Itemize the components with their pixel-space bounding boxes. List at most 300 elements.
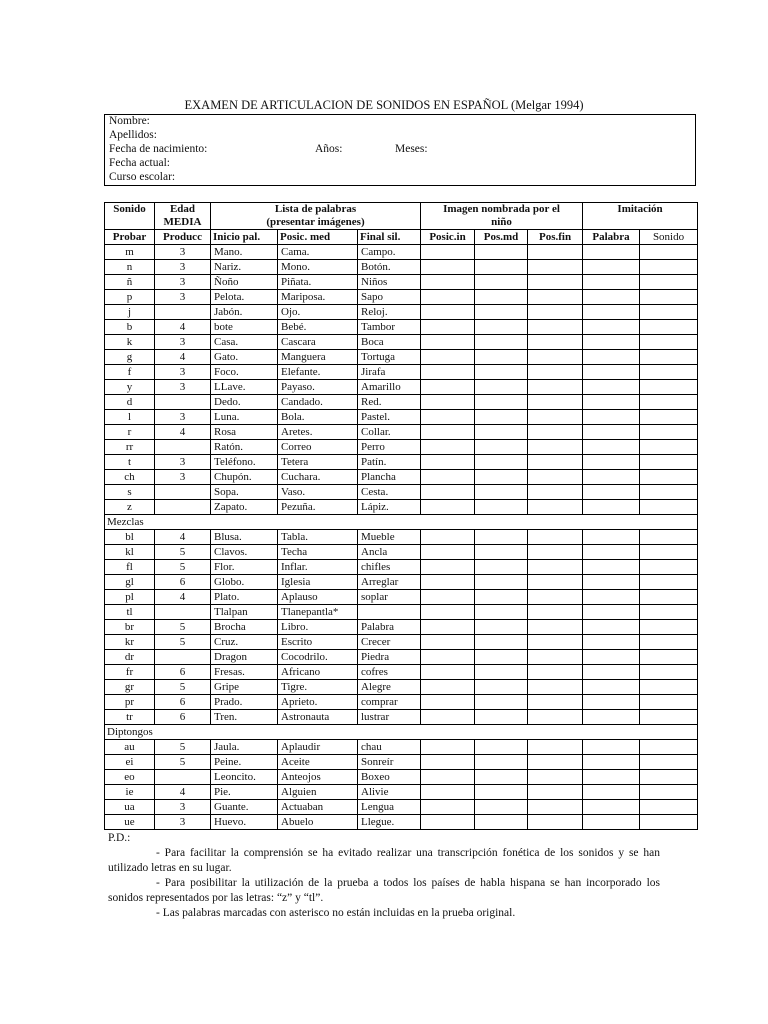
response-cell[interactable] — [583, 470, 640, 485]
response-cell[interactable] — [421, 545, 475, 560]
response-cell[interactable] — [583, 425, 640, 440]
response-cell[interactable] — [421, 320, 475, 335]
age-producc-cell: 5 — [155, 755, 211, 770]
response-cell[interactable] — [528, 680, 583, 695]
response-cell[interactable] — [528, 650, 583, 665]
inicio-word-cell: Jabón. — [211, 305, 278, 320]
response-cell[interactable] — [640, 740, 698, 755]
response-cell[interactable] — [475, 575, 528, 590]
response-cell[interactable] — [421, 350, 475, 365]
inicio-word-cell: Flor. — [211, 560, 278, 575]
header-producc: Producc — [155, 230, 211, 245]
response-cell[interactable] — [640, 650, 698, 665]
response-cell[interactable] — [528, 590, 583, 605]
response-cell[interactable] — [583, 665, 640, 680]
response-cell[interactable] — [475, 365, 528, 380]
response-cell[interactable] — [475, 260, 528, 275]
response-cell[interactable] — [421, 785, 475, 800]
age-producc-cell: 5 — [155, 545, 211, 560]
response-cell[interactable] — [421, 425, 475, 440]
response-cell[interactable] — [528, 815, 583, 830]
medial-word-cell: Cascara — [278, 335, 358, 350]
response-cell[interactable] — [528, 245, 583, 260]
medial-word-cell: Payaso. — [278, 380, 358, 395]
age-producc-cell: 3 — [155, 275, 211, 290]
table-row — [105, 695, 698, 710]
response-cell[interactable] — [475, 380, 528, 395]
probar-sound-cell: ie — [105, 785, 155, 800]
response-cell[interactable] — [640, 335, 698, 350]
table-row — [105, 440, 698, 455]
response-cell[interactable] — [583, 575, 640, 590]
response-cell[interactable] — [528, 755, 583, 770]
header-edad: Edad MEDIA — [155, 203, 211, 230]
response-cell[interactable] — [528, 470, 583, 485]
response-cell[interactable] — [583, 710, 640, 725]
age-producc-cell: 3 — [155, 410, 211, 425]
probar-sound-cell: y — [105, 380, 155, 395]
response-cell[interactable] — [640, 800, 698, 815]
response-cell[interactable] — [640, 635, 698, 650]
age-producc-cell: 4 — [155, 320, 211, 335]
response-cell[interactable] — [640, 320, 698, 335]
response-cell[interactable] — [583, 275, 640, 290]
inicio-word-cell: Guante. — [211, 800, 278, 815]
response-cell[interactable] — [583, 395, 640, 410]
final-word-cell: chifles — [358, 560, 421, 575]
response-cell[interactable] — [583, 545, 640, 560]
probar-sound-cell: au — [105, 740, 155, 755]
response-cell[interactable] — [421, 815, 475, 830]
table-row — [105, 710, 698, 725]
response-cell[interactable] — [583, 560, 640, 575]
final-word-cell: soplar — [358, 590, 421, 605]
age-producc-cell: 4 — [155, 590, 211, 605]
response-cell[interactable] — [475, 500, 528, 515]
header-probar: Probar — [105, 230, 155, 245]
response-cell[interactable] — [583, 635, 640, 650]
response-cell[interactable] — [583, 485, 640, 500]
response-cell[interactable] — [640, 260, 698, 275]
final-word-cell: Lápiz. — [358, 500, 421, 515]
response-cell[interactable] — [640, 470, 698, 485]
response-cell[interactable] — [475, 695, 528, 710]
response-cell[interactable] — [475, 665, 528, 680]
medial-word-cell: Inflar. — [278, 560, 358, 575]
note-1: - Para facilitar la comprensión se ha evitado realizar una transcripción fonética de los sonidos y se han utilizado letras en su lugar. — [108, 847, 660, 874]
inicio-word-cell: Dragon — [211, 650, 278, 665]
age-producc-cell — [155, 770, 211, 785]
response-cell[interactable] — [421, 335, 475, 350]
response-cell[interactable] — [528, 605, 583, 620]
response-cell[interactable] — [583, 305, 640, 320]
response-cell[interactable] — [640, 770, 698, 785]
table-row — [105, 410, 698, 425]
inicio-word-cell: Zapato. — [211, 500, 278, 515]
medial-word-cell: Bebé. — [278, 320, 358, 335]
response-cell[interactable] — [528, 380, 583, 395]
probar-sound-cell: bl — [105, 530, 155, 545]
document-title: EXAMEN DE ARTICULACION DE SONIDOS EN ESPAÑOL (Melgar 1994) — [184, 98, 584, 112]
header-lista-palabras: Lista de palabras (presentar imágenes) — [211, 203, 421, 230]
response-cell[interactable] — [475, 620, 528, 635]
response-cell[interactable] — [475, 710, 528, 725]
inicio-word-cell: Foco. — [211, 365, 278, 380]
response-cell[interactable] — [421, 365, 475, 380]
age-producc-cell: 3 — [155, 290, 211, 305]
response-cell[interactable] — [640, 275, 698, 290]
response-cell[interactable] — [475, 245, 528, 260]
response-cell[interactable] — [528, 260, 583, 275]
age-producc-cell: 6 — [155, 575, 211, 590]
response-cell[interactable] — [583, 290, 640, 305]
header-sonido-imitacion: Sonido — [640, 230, 698, 245]
medial-word-cell: Actuaban — [278, 800, 358, 815]
response-cell[interactable] — [640, 425, 698, 440]
response-cell[interactable] — [583, 410, 640, 425]
probar-sound-cell: l — [105, 410, 155, 425]
response-cell[interactable] — [640, 350, 698, 365]
response-cell[interactable] — [640, 785, 698, 800]
response-cell[interactable] — [640, 710, 698, 725]
inicio-word-cell: Jaula. — [211, 740, 278, 755]
response-cell[interactable] — [475, 485, 528, 500]
response-cell[interactable] — [475, 455, 528, 470]
response-cell[interactable] — [583, 740, 640, 755]
response-cell[interactable] — [475, 530, 528, 545]
response-cell[interactable] — [528, 410, 583, 425]
response-cell[interactable] — [583, 680, 640, 695]
response-cell[interactable] — [421, 485, 475, 500]
final-word-cell: Mueble — [358, 530, 421, 545]
response-cell[interactable] — [475, 560, 528, 575]
response-cell[interactable] — [583, 770, 640, 785]
response-cell[interactable] — [528, 275, 583, 290]
response-cell[interactable] — [421, 245, 475, 260]
response-cell[interactable] — [583, 455, 640, 470]
response-cell[interactable] — [475, 755, 528, 770]
response-cell[interactable] — [528, 785, 583, 800]
response-cell[interactable] — [475, 740, 528, 755]
final-word-cell: Lengua — [358, 800, 421, 815]
header-posic-med: Posic. med — [278, 230, 358, 245]
medial-word-cell: Astronauta — [278, 710, 358, 725]
probar-sound-cell: ue — [105, 815, 155, 830]
final-word-cell: Crecer — [358, 635, 421, 650]
response-cell[interactable] — [528, 455, 583, 470]
age-producc-cell: 6 — [155, 710, 211, 725]
response-cell[interactable] — [583, 440, 640, 455]
response-cell[interactable] — [528, 800, 583, 815]
response-cell[interactable] — [421, 635, 475, 650]
response-cell[interactable] — [475, 350, 528, 365]
final-word-cell: Piedra — [358, 650, 421, 665]
probar-sound-cell: z — [105, 500, 155, 515]
response-cell[interactable] — [583, 695, 640, 710]
response-cell[interactable] — [475, 425, 528, 440]
response-cell[interactable] — [528, 560, 583, 575]
response-cell[interactable] — [640, 545, 698, 560]
response-cell[interactable] — [640, 245, 698, 260]
response-cell[interactable] — [528, 710, 583, 725]
response-cell[interactable] — [475, 545, 528, 560]
probar-sound-cell: j — [105, 305, 155, 320]
response-cell[interactable] — [640, 485, 698, 500]
age-producc-cell — [155, 650, 211, 665]
probar-sound-cell: fr — [105, 665, 155, 680]
final-word-cell: Alivie — [358, 785, 421, 800]
table-row — [105, 455, 698, 470]
response-cell[interactable] — [475, 335, 528, 350]
response-cell[interactable] — [583, 650, 640, 665]
response-cell[interactable] — [475, 275, 528, 290]
response-cell[interactable] — [583, 260, 640, 275]
age-producc-cell: 3 — [155, 815, 211, 830]
response-cell[interactable] — [528, 350, 583, 365]
age-producc-cell: 5 — [155, 740, 211, 755]
age-producc-cell: 3 — [155, 470, 211, 485]
response-cell[interactable] — [583, 245, 640, 260]
age-producc-cell: 3 — [155, 365, 211, 380]
medial-word-cell: Libro. — [278, 620, 358, 635]
inicio-word-cell: Ñoño — [211, 275, 278, 290]
inicio-word-cell: Gato. — [211, 350, 278, 365]
response-cell[interactable] — [421, 695, 475, 710]
response-cell[interactable] — [528, 695, 583, 710]
response-cell[interactable] — [475, 785, 528, 800]
response-cell[interactable] — [421, 470, 475, 485]
table-row — [105, 620, 698, 635]
response-cell[interactable] — [421, 575, 475, 590]
age-producc-cell: 5 — [155, 680, 211, 695]
response-cell[interactable] — [583, 350, 640, 365]
table-row — [105, 275, 698, 290]
response-cell[interactable] — [528, 635, 583, 650]
response-cell[interactable] — [640, 575, 698, 590]
response-cell[interactable] — [583, 605, 640, 620]
probar-sound-cell: rr — [105, 440, 155, 455]
response-cell[interactable] — [528, 320, 583, 335]
response-cell[interactable] — [475, 440, 528, 455]
response-cell[interactable] — [475, 770, 528, 785]
response-cell[interactable] — [421, 740, 475, 755]
response-cell[interactable] — [640, 500, 698, 515]
response-cell[interactable] — [583, 800, 640, 815]
inicio-word-cell: Nariz. — [211, 260, 278, 275]
response-cell[interactable] — [640, 455, 698, 470]
inicio-word-cell: Peine. — [211, 755, 278, 770]
probar-sound-cell: f — [105, 365, 155, 380]
table-row — [105, 530, 698, 545]
response-cell[interactable] — [583, 590, 640, 605]
response-cell[interactable] — [421, 665, 475, 680]
response-cell[interactable] — [583, 755, 640, 770]
response-cell[interactable] — [421, 290, 475, 305]
response-cell[interactable] — [421, 560, 475, 575]
response-cell[interactable] — [528, 425, 583, 440]
response-cell[interactable] — [475, 815, 528, 830]
age-producc-cell — [155, 605, 211, 620]
response-cell[interactable] — [640, 755, 698, 770]
response-cell[interactable] — [475, 395, 528, 410]
response-cell[interactable] — [583, 620, 640, 635]
response-cell[interactable] — [421, 440, 475, 455]
inicio-word-cell: Huevo. — [211, 815, 278, 830]
response-cell[interactable] — [475, 305, 528, 320]
response-cell[interactable] — [421, 455, 475, 470]
response-cell[interactable] — [583, 815, 640, 830]
response-cell[interactable] — [421, 650, 475, 665]
response-cell[interactable] — [640, 365, 698, 380]
response-cell[interactable] — [475, 320, 528, 335]
response-cell[interactable] — [421, 275, 475, 290]
response-cell[interactable] — [475, 470, 528, 485]
response-cell[interactable] — [640, 665, 698, 680]
response-cell[interactable] — [421, 755, 475, 770]
response-cell[interactable] — [421, 770, 475, 785]
probar-sound-cell: g — [105, 350, 155, 365]
response-cell[interactable] — [528, 290, 583, 305]
table-row — [105, 785, 698, 800]
response-cell[interactable] — [583, 500, 640, 515]
response-cell[interactable] — [421, 800, 475, 815]
response-cell[interactable] — [640, 530, 698, 545]
final-word-cell: Boxeo — [358, 770, 421, 785]
table-row — [105, 380, 698, 395]
medial-word-cell: Correo — [278, 440, 358, 455]
final-word-cell: comprar — [358, 695, 421, 710]
response-cell[interactable] — [421, 305, 475, 320]
inicio-word-cell: Blusa. — [211, 530, 278, 545]
table-row — [105, 770, 698, 785]
response-cell[interactable] — [640, 590, 698, 605]
response-cell[interactable] — [640, 620, 698, 635]
inicio-word-cell: Mano. — [211, 245, 278, 260]
medial-word-cell: Aprieto. — [278, 695, 358, 710]
response-cell[interactable] — [421, 710, 475, 725]
medial-word-cell: Cuchara. — [278, 470, 358, 485]
response-cell[interactable] — [640, 560, 698, 575]
response-cell[interactable] — [640, 815, 698, 830]
table-row — [105, 305, 698, 320]
response-cell[interactable] — [528, 365, 583, 380]
response-cell[interactable] — [640, 380, 698, 395]
fecha-actual-label: Fecha actual: — [109, 157, 170, 169]
note-3: - Las palabras marcadas con asterisco no están incluidas en la prueba original. — [156, 907, 516, 919]
response-cell[interactable] — [475, 410, 528, 425]
response-cell[interactable] — [583, 380, 640, 395]
table-row — [105, 245, 698, 260]
response-cell[interactable] — [640, 605, 698, 620]
response-cell[interactable] — [421, 680, 475, 695]
age-producc-cell: 5 — [155, 635, 211, 650]
response-cell[interactable] — [528, 305, 583, 320]
age-producc-cell: 5 — [155, 620, 211, 635]
table-row — [105, 575, 698, 590]
response-cell[interactable] — [528, 620, 583, 635]
inicio-word-cell: Sopa. — [211, 485, 278, 500]
response-cell[interactable] — [421, 395, 475, 410]
response-cell[interactable] — [421, 380, 475, 395]
response-cell[interactable] — [421, 260, 475, 275]
response-cell[interactable] — [583, 365, 640, 380]
response-cell[interactable] — [640, 305, 698, 320]
response-cell[interactable] — [528, 530, 583, 545]
inicio-word-cell: Leoncito. — [211, 770, 278, 785]
inicio-word-cell: Chupón. — [211, 470, 278, 485]
final-word-cell: Alegre — [358, 680, 421, 695]
response-cell[interactable] — [528, 770, 583, 785]
response-cell[interactable] — [640, 695, 698, 710]
probar-sound-cell: d — [105, 395, 155, 410]
response-cell[interactable] — [475, 800, 528, 815]
section-row — [105, 725, 698, 740]
anos-label: Años: — [315, 143, 343, 155]
final-word-cell: Ancla — [358, 545, 421, 560]
response-cell[interactable] — [475, 590, 528, 605]
fecha-nacimiento-label: Fecha de nacimiento: — [109, 143, 208, 155]
response-cell[interactable] — [583, 335, 640, 350]
table-row — [105, 335, 698, 350]
response-cell[interactable] — [475, 635, 528, 650]
response-cell[interactable] — [528, 740, 583, 755]
response-cell[interactable] — [640, 440, 698, 455]
response-cell[interactable] — [421, 590, 475, 605]
response-cell[interactable] — [528, 335, 583, 350]
response-cell[interactable] — [475, 650, 528, 665]
age-producc-cell: 4 — [155, 350, 211, 365]
response-cell[interactable] — [640, 290, 698, 305]
response-cell[interactable] — [475, 290, 528, 305]
response-cell[interactable] — [421, 605, 475, 620]
probar-sound-cell: ua — [105, 800, 155, 815]
inicio-word-cell: Pie. — [211, 785, 278, 800]
response-cell[interactable] — [475, 605, 528, 620]
response-cell[interactable] — [583, 785, 640, 800]
response-cell[interactable] — [583, 320, 640, 335]
medial-word-cell: Cama. — [278, 245, 358, 260]
response-cell[interactable] — [421, 530, 475, 545]
probar-sound-cell: fl — [105, 560, 155, 575]
note-2: - Para posibilitar la utilización de la prueba a todos los países de habla hispana se han incorporado los sonidos representados por las letras: “z” y “tl”. — [108, 877, 660, 904]
response-cell[interactable] — [528, 500, 583, 515]
medial-word-cell: Tigre. — [278, 680, 358, 695]
probar-sound-cell: ñ — [105, 275, 155, 290]
header-imitacion: Imitación — [583, 203, 698, 230]
response-cell[interactable] — [421, 410, 475, 425]
response-cell[interactable] — [528, 395, 583, 410]
response-cell[interactable] — [640, 395, 698, 410]
medial-word-cell: Mariposa. — [278, 290, 358, 305]
header-inicio-pal: Inicio pal. — [211, 230, 278, 245]
response-cell[interactable] — [528, 665, 583, 680]
response-cell[interactable] — [640, 410, 698, 425]
age-producc-cell: 4 — [155, 530, 211, 545]
response-cell[interactable] — [640, 680, 698, 695]
response-cell[interactable] — [528, 575, 583, 590]
response-cell[interactable] — [528, 440, 583, 455]
header-sonido: Sonido — [105, 203, 155, 230]
response-cell[interactable] — [475, 680, 528, 695]
age-producc-cell — [155, 440, 211, 455]
response-cell[interactable] — [528, 485, 583, 500]
response-cell[interactable] — [528, 545, 583, 560]
response-cell[interactable] — [583, 530, 640, 545]
response-cell[interactable] — [421, 620, 475, 635]
response-cell[interactable] — [421, 500, 475, 515]
final-word-cell: Botón. — [358, 260, 421, 275]
inicio-word-cell: bote — [211, 320, 278, 335]
